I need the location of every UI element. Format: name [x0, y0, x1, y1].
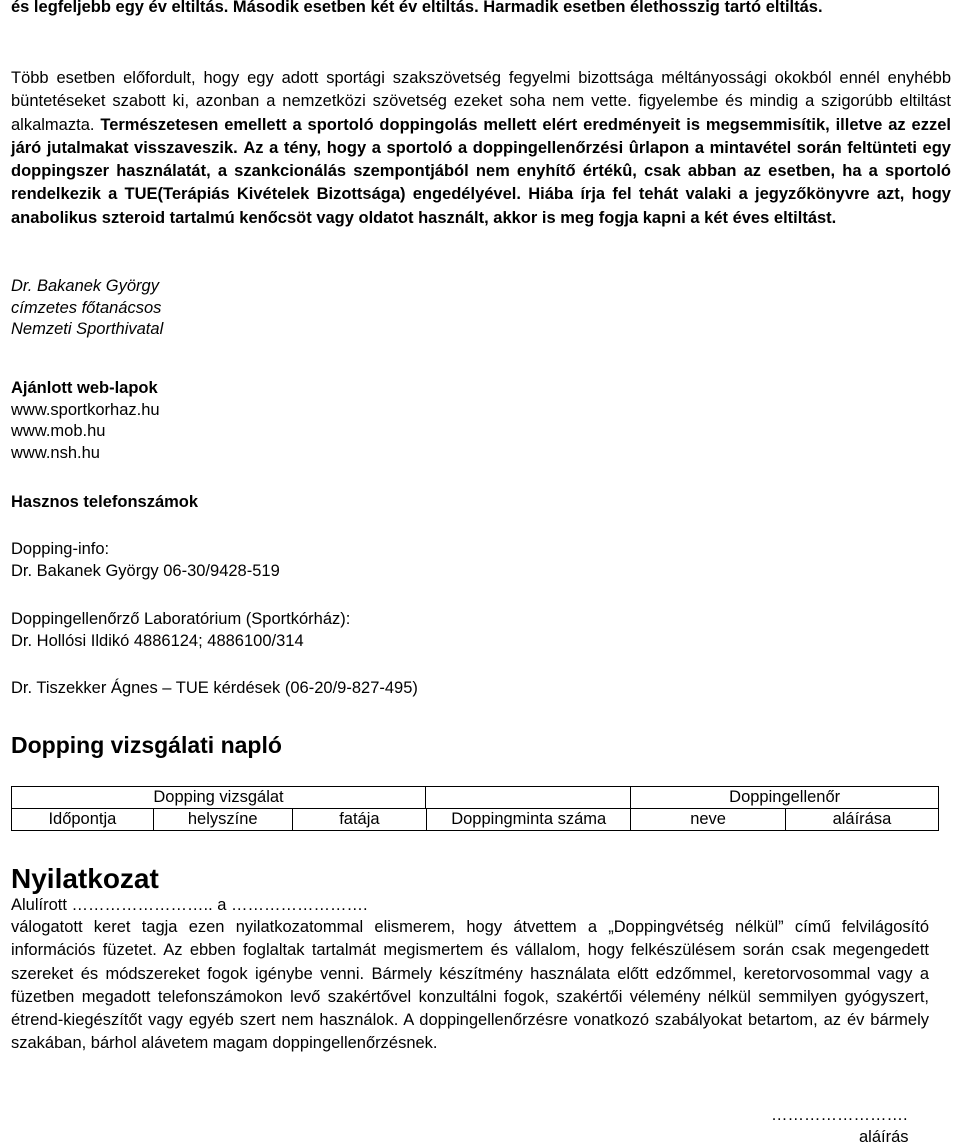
table-row [12, 787, 939, 809]
link-mob[interactable]: www.mob.hu [11, 421, 160, 443]
col-fataja: fatája [292, 809, 426, 831]
dopping-log-table [11, 786, 939, 831]
lab-label: Doppingellenőrző Laboratórium (Sportkórház): [11, 609, 350, 631]
signature-label: aláírás [771, 1127, 941, 1148]
declaration-heading: Nyilatkozat [11, 863, 159, 895]
main-paragraph-part-4: Hiába írja fel tehát valaki a jegyzőkönyvre azt, hogy anabolikus szteroid tartalmú kenőcsöt vagy oldatot használt, akkor is meg fogja kapni a két éves eltiltást. [11, 185, 951, 226]
links-block [11, 378, 160, 464]
table-row [12, 809, 939, 831]
author-block [11, 276, 163, 341]
lab-block [11, 609, 350, 652]
link-sportkorhaz[interactable]: www.sportkorhaz.hu [11, 400, 160, 422]
dopping-info-value: Dr. Bakanek György 06-30/9428-519 [11, 561, 280, 583]
link-nsh[interactable]: www.nsh.hu [11, 443, 160, 465]
col-alairasa: aláírása [785, 809, 938, 831]
declaration-name-line: Alulírott …………………….. a ……………………. [11, 895, 368, 917]
col-minta-szama: Doppingminta száma [427, 809, 631, 831]
dopping-info-label: Dopping-info: [11, 539, 280, 561]
signature-line: ……………………. [771, 1105, 941, 1127]
main-paragraph-part-1: Több esetben előfordult, hogy egy adott sportági szakszövetség fegyelmi bizottsága méltányossági okokból ennél enyhébb büntetéseket szabott ki, azonban a nemzetközi szövetség ezeket soha nem vette. figyelembe és mindig a szigorúbb eltiltást alkalmazta. [11, 69, 951, 134]
main-paragraph-part-2: Természetesen emellett a sportoló doppingolás mellett elért eredményeit is megsemmisítik, illetve az ezzel járó jutalmakat visszaveszik. [11, 116, 951, 157]
links-heading: Ajánlott web-lapok [11, 378, 160, 400]
author-name: Dr. Bakanek György [11, 276, 163, 298]
col-idopontja: Időpontja [12, 809, 154, 831]
author-org: Nemzeti Sporthivatal [11, 319, 163, 341]
main-paragraph [11, 67, 951, 230]
lab-value: Dr. Hollósi Ildikó 4886124; 4886100/314 [11, 631, 350, 653]
author-title: címzetes főtanácsos [11, 298, 163, 320]
col-neve: neve [631, 809, 786, 831]
log-heading: Dopping vizsgálati napló [11, 732, 282, 759]
log-group-doppingellenor: Doppingellenőr [631, 787, 939, 809]
log-group-dopping-vizsgalat: Dopping vizsgálat [12, 787, 426, 808]
declaration-body: válogatott keret tagja ezen nyilatkozatommal elismerem, hogy átvettem a „Doppingvétség nélkül” című felvilágosító információs füzetet. Az ebben foglaltak tartalmát megismertem és vállalom, hogy felkészülésem során csak megengedett szereket és módszereket fogok igénybe venni. Bármely készítmény használata előtt edzőmmel, keretorvosommal vagy a füzetben megadott telefonszámokon levő szakértővel konzultálni fogok, szakértői vélemény nélkül semmilyen gyógyszert, étrend-kiegészítőt vagy egyéb szert nem használok. A doppingellenőrzésre vonatkozó szabályokat betartom, az év bármely szakában, bárhol alávetem magam doppingellenőrzésnek. [11, 916, 929, 1056]
signature-block [771, 1105, 941, 1148]
phones-heading: Hasznos telefonszámok [11, 492, 198, 514]
col-helyszine: helyszíne [153, 809, 292, 831]
main-paragraph-part-3: Az a tény, hogy a sportoló a doppingellenőrzési ûrlapon a mintavétel során feltünteti egy doppingszer használatát, a szankcionálás szempontjából nem enyhítő értékû, csak abban az esetben, ha a sportoló rendelkezik a TUE(Terápiás Kivételek Bizottsága) engedélyével. [11, 139, 951, 204]
intro-line: és legfeljebb egy év eltiltás. Második esetben két év eltiltás. Harmadik esetben élethosszig tartó eltiltás. [11, 0, 951, 19]
tue-line: Dr. Tiszekker Ágnes – TUE kérdések (06-20/9-827-495) [11, 678, 418, 700]
dopping-info-block [11, 539, 280, 582]
